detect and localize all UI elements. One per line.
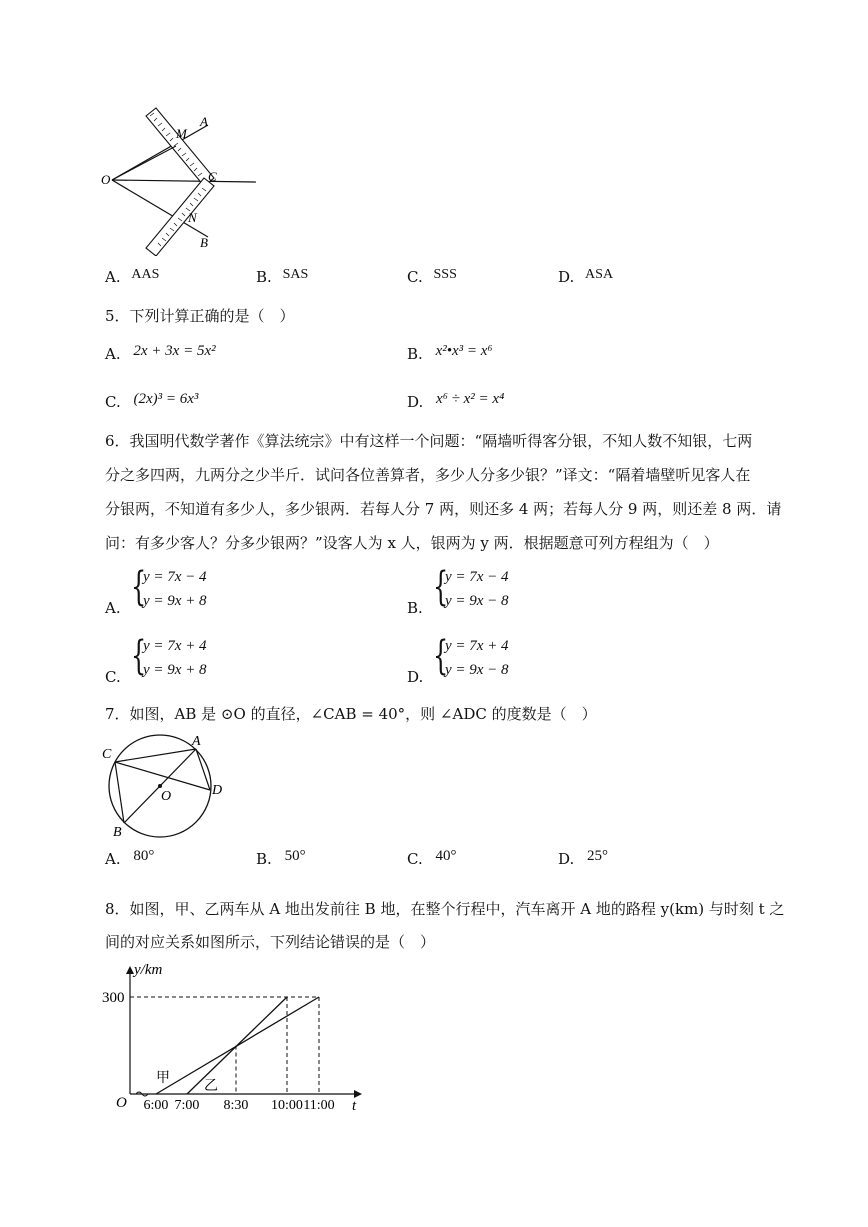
option-letter: B.	[256, 268, 272, 286]
option-letter: A.	[105, 268, 121, 286]
option-letter: A.	[105, 850, 121, 868]
q5-stem: 5．下列计算正确的是（ ）	[105, 307, 295, 325]
option-letter: B.	[407, 345, 423, 363]
option-letter: D.	[407, 668, 424, 686]
q5-option-a[interactable]	[105, 345, 216, 364]
option-text: (2x)³ = 6x³	[133, 391, 199, 407]
distance-time-chart	[100, 958, 380, 1118]
option-letter: A.	[105, 599, 121, 617]
q6-option-c[interactable]	[105, 634, 365, 694]
label-a: A	[200, 114, 208, 129]
x-tick-label: 6:00	[143, 1098, 169, 1113]
q8-line-1: 8．如图，甲、乙两车从 A 地出发前往 B 地，在整个行程中，汽车离开 A 地的路程 y(km) 与时刻 t 之	[105, 900, 785, 918]
label-o: O	[161, 789, 172, 804]
q7-option-c[interactable]	[407, 850, 457, 869]
option-letter: D.	[558, 268, 575, 286]
label-n: N	[188, 210, 197, 225]
x-axis-label: t	[352, 1098, 357, 1114]
x-tick-label: 7:00	[174, 1098, 200, 1113]
equation-2: y = 9x + 8	[143, 593, 207, 609]
label-m: M	[176, 126, 187, 141]
left-brace: {	[131, 633, 147, 679]
x-tick-label: 11:00	[303, 1098, 335, 1113]
q4-option-d[interactable]	[558, 268, 613, 287]
ray-oc	[112, 180, 256, 182]
option-letter: C.	[105, 393, 121, 411]
label-c: C	[102, 747, 112, 762]
option-text: 2x + 3x = 5x²	[133, 343, 216, 359]
label-b: B	[200, 235, 208, 250]
q4-option-c[interactable]	[407, 268, 457, 287]
q7-option-a[interactable]	[105, 850, 154, 869]
option-letter: A.	[105, 345, 121, 363]
circle-figure	[100, 732, 235, 840]
center-dot	[158, 784, 162, 788]
option-text: x⁶ ÷ x² = x⁴	[436, 391, 505, 407]
left-brace: {	[131, 564, 147, 610]
equation-2: y = 9x − 8	[445, 662, 509, 678]
q7-option-b[interactable]	[256, 850, 306, 869]
equation-2: y = 9x + 8	[143, 662, 207, 678]
equation-2: y = 9x − 8	[445, 593, 509, 609]
series-label-jia: 甲	[156, 1071, 170, 1086]
origin-label: O	[116, 1095, 127, 1111]
q8-line-2: 间的对应关系如图所示，下列结论错误的是（ ）	[105, 933, 436, 951]
option-text: 80°	[133, 848, 155, 864]
option-letter: C.	[407, 268, 423, 286]
equation-1: y = 7x − 4	[445, 569, 509, 585]
label-b: B	[113, 825, 122, 840]
option-text: SAS	[282, 267, 309, 282]
y-axis-label: y/km	[134, 962, 163, 978]
q5-option-c[interactable]	[105, 393, 198, 412]
ruler-angle-figure	[96, 106, 266, 256]
option-text: AAS	[131, 267, 160, 282]
label-c: C	[208, 169, 217, 184]
q5-option-d[interactable]	[407, 393, 504, 412]
option-text: 40°	[435, 848, 457, 864]
q6-option-d[interactable]	[407, 634, 667, 694]
q4-option-b[interactable]	[256, 268, 308, 287]
option-letter: C.	[407, 850, 423, 868]
option-letter: D.	[558, 850, 575, 868]
equation-1: y = 7x + 4	[445, 638, 509, 654]
series-line-yi	[187, 997, 287, 1094]
equation-1: y = 7x + 4	[143, 638, 207, 654]
q6-option-a[interactable]	[105, 565, 365, 625]
q5-option-b[interactable]	[407, 345, 493, 364]
option-letter: B.	[256, 850, 272, 868]
q7-option-d[interactable]	[558, 850, 608, 869]
label-o: O	[101, 172, 111, 187]
option-text: SSS	[433, 267, 457, 282]
q6-option-b[interactable]	[407, 565, 667, 625]
q4-option-a[interactable]	[105, 268, 159, 287]
q6-line-4: 问：有多少客人？分多少银两？”设客人为 x 人，银两为 y 两．根据题意可列方程组为（ ）	[105, 534, 719, 552]
option-letter: C.	[105, 668, 121, 686]
left-brace: {	[433, 633, 449, 679]
equation-1: y = 7x − 4	[143, 569, 207, 585]
x-tick-label: 8:30	[223, 1098, 249, 1113]
x-tick-label: 10:00	[271, 1098, 303, 1113]
q6-line-1: 6．我国明代数学著作《算法统宗》中有这样一个问题：“隔墙听得客分银，不知人数不知银，七两	[105, 432, 753, 450]
option-text: 25°	[587, 848, 609, 864]
y-tick-label: 300	[102, 990, 125, 1006]
x-axis-arrow	[354, 1090, 362, 1098]
q7-stem: 7．如图，AB 是 ⊙O 的直径，∠CAB = 40°，则 ∠ADC 的度数是（ ）	[105, 705, 597, 723]
option-text: 50°	[284, 848, 306, 864]
option-letter: D.	[407, 393, 424, 411]
q6-line-3: 分银两，不知道有多少人，多少银两．若每人分 7 两，则还多 4 两；若每人分 9 两，则还差 8 两．请	[105, 500, 782, 518]
option-text: x²•x³ = x⁶	[435, 343, 493, 359]
label-a: A	[192, 734, 201, 749]
left-brace: {	[433, 564, 449, 610]
y-axis-arrow	[126, 966, 134, 974]
option-letter: B.	[407, 599, 423, 617]
option-text: ASA	[585, 267, 614, 282]
label-d: D	[212, 783, 223, 798]
series-label-yi: 乙	[204, 1079, 218, 1094]
q6-line-2: 分之多四两，九两分之少半斤．试问各位善算者，多少人分多少银？”译文：“隔着墙壁听见客人在	[105, 466, 751, 484]
